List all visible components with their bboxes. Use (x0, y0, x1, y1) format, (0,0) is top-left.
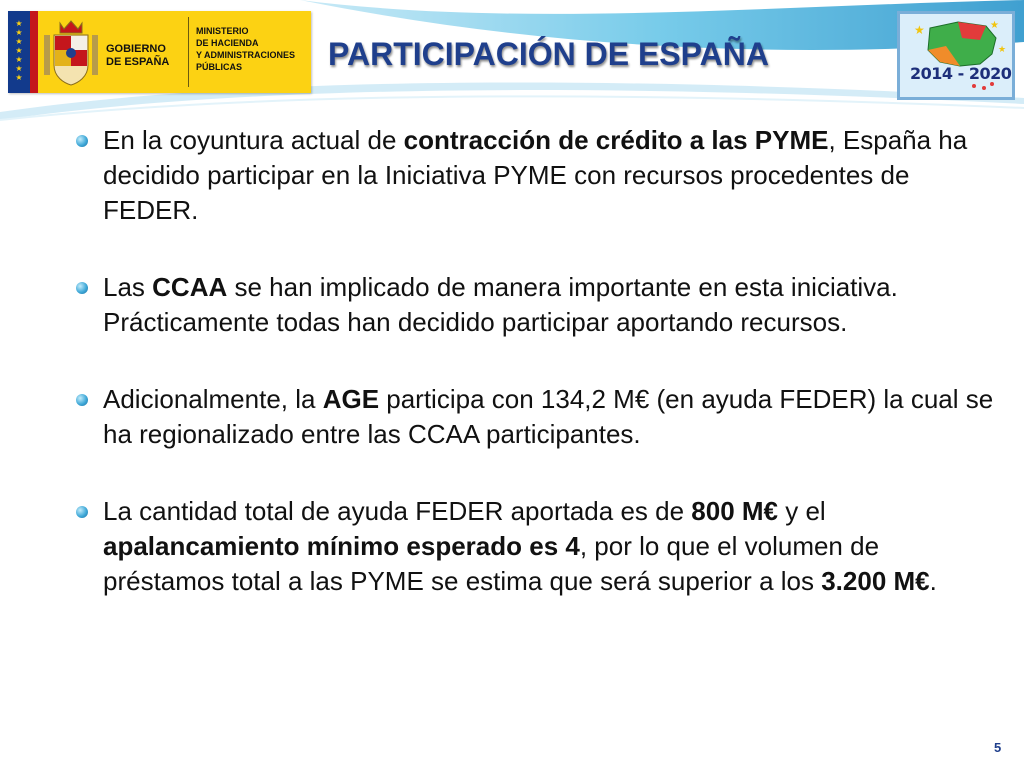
bullet-text: , por lo que el volumen de préstamos total a las PYME se estima que será superior a los (103, 531, 880, 596)
ministerio-line-3: Y ADMINISTRACIONES (196, 50, 296, 60)
bullet-bold-text: AGE (322, 384, 380, 414)
svg-text:★: ★ (998, 45, 1007, 55)
bullet-text: , España ha decidido participar en la Iniciativa PYME con recursos procedentes de FEDER. (103, 125, 968, 225)
bullet-item (76, 494, 1006, 599)
badge-period-text: 2014 - 2020 (910, 64, 1012, 83)
eu-stars-icon: ★ ★ ★ ★ ★ ★ ★ (15, 19, 23, 82)
period-badge (897, 11, 1015, 100)
bullet-list (76, 123, 1006, 641)
bullet-bold-text: contracción de crédito a las PYME (403, 125, 829, 155)
spain-flag-bar (30, 11, 38, 93)
bullet-point-icon (76, 506, 88, 518)
bullet-point-icon (76, 135, 88, 147)
bullet-text: Las (103, 272, 153, 302)
gobierno-espana-text (106, 43, 186, 69)
spain-map-icon (900, 14, 1012, 97)
bullet-bold-text: CCAA (152, 272, 228, 302)
ministerio-text (196, 25, 308, 73)
gobierno-espana-logo (8, 11, 311, 93)
svg-text:★: ★ (914, 23, 925, 37)
page-number: 5 (994, 740, 1002, 755)
bullet-bold-text: apalancamiento mínimo esperado es 4 (103, 531, 580, 561)
ministerio-line-4: PÚBLICAS (196, 62, 243, 72)
bullet-item (76, 382, 1006, 452)
espana-line: DE ESPAÑA (106, 56, 170, 68)
bullet-text: En la coyuntura actual de (103, 125, 404, 155)
bullet-point-icon (76, 394, 88, 406)
bullet-bold-text: 3.200 M€ (821, 566, 930, 596)
logo-divider (188, 17, 189, 87)
gobierno-line: GOBIERNO (106, 43, 166, 55)
svg-text:★: ★ (990, 20, 999, 31)
bullet-text: participa con 134,2 M€ (en ayuda FEDER) la cual se ha regionalizado entre las CCAA participantes. (103, 384, 994, 449)
bullet-text: . (929, 566, 937, 596)
ministerio-line-2: DE HACIENDA (196, 38, 259, 48)
bullet-item (76, 123, 1006, 228)
bullet-text: Adicionalmente, la (103, 384, 323, 414)
ministerio-line-1: MINISTERIO (196, 26, 249, 36)
bullet-text: La cantidad total de ayuda FEDER aportada es de (103, 496, 692, 526)
bullet-bold-text: 800 M€ (691, 496, 779, 526)
bullet-text: y el (778, 496, 826, 526)
coat-of-arms-icon (42, 17, 100, 89)
bullet-point-icon (76, 282, 88, 294)
bullet-item (76, 270, 1006, 340)
slide-title: PARTICIPACIÓN DE ESPAÑA (328, 36, 769, 72)
bullet-text: se han implicado de manera importante en esta iniciativa. Prácticamente todas han decidido participar aportando recursos. (103, 272, 898, 337)
eu-flag-stripe (8, 11, 30, 93)
